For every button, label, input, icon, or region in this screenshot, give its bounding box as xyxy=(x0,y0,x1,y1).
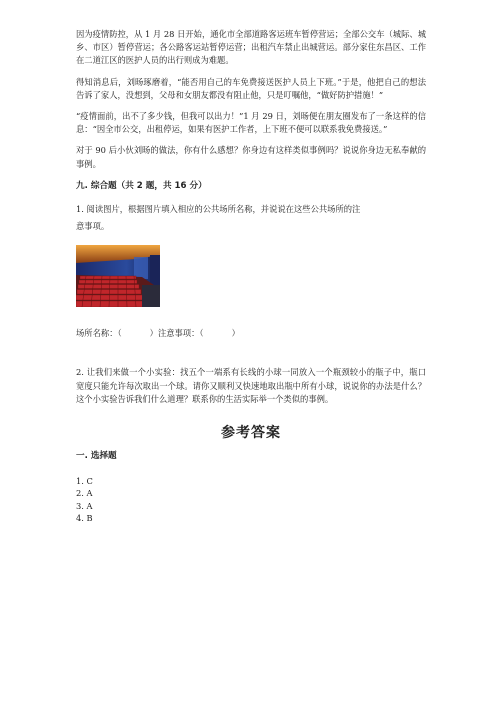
cinema-seats-photo xyxy=(76,245,160,307)
section-heading-comprehensive: 九. 综合题（共 2 题，共 16 分） xyxy=(76,180,207,191)
answer-item: 4. B xyxy=(76,513,93,524)
document-page xyxy=(76,28,426,525)
paragraph-liu-yang-post: “疫情面前，出不了多少钱，但我可以出力！”1 月 29 日，刘旸便在朋友圈发布了一条这样的信息：“因全市公交，出租停运，如果有医护工作者，上下班不便可以联系我免费接送。” xyxy=(76,111,426,135)
answer-item: 1. C xyxy=(76,475,93,486)
paragraph-liu-yang-idea: 得知消息后，刘旸琢磨着，“能否用自己的车免费接送医护人员上下班。”于是，他把自己的想法告诉了家人，没想到，父母和女朋友都没有阻止他，只是叮嘱他，“做好防护措施！” xyxy=(76,76,426,100)
answer-item: 3. A xyxy=(76,500,93,511)
paragraph-question-reflection: 对于 90 后小伙刘旸的做法，你有什么感想？你身边有这样类似事例吗？说说你身边无私奉献的事例。 xyxy=(76,145,426,169)
answer-list xyxy=(76,475,426,525)
notice-label: ）注意事项：（ xyxy=(149,327,204,338)
question-1-line-2: 意事项。 xyxy=(76,221,110,232)
place-name-label: 场所名称：（ xyxy=(76,327,122,338)
question-1-line-1: 1. 阅读图片，根据图片填入相应的公共场所名称，并说说在这些公共场所的注 xyxy=(76,203,361,214)
answer-item: 2. A xyxy=(76,488,93,499)
question-1-answer-line xyxy=(76,325,426,343)
paragraph-epidemic-context: 因为疫情防控，从 1 月 28 日开始，通化市全部道路客运班车暂停营运；全部公交车（城际、城乡、市区）暂停营运；各公路客运站暂停运营；出租汽车禁止出城营运。部分家住东昌区、工作在二道江区的医护人员的出行则成为难题。 xyxy=(76,29,426,66)
answer-key-title: 参考答案 xyxy=(221,424,281,441)
question-2: 2. 让我们来做一个小实验：找五个一端系有长线的小球一同放入一个瓶颈较小的瓶子中，瓶口宽度只能允许每次取出一个球。请你又顺利又快速地取出瓶中所有小球，说说你的办法是什么？这个小实验告诉我们什么道理？联系你的生活实际举一个类似的事例。 xyxy=(76,367,426,404)
closing-paren: ） xyxy=(231,327,240,338)
answer-section-heading: 一. 选择题 xyxy=(76,450,117,461)
